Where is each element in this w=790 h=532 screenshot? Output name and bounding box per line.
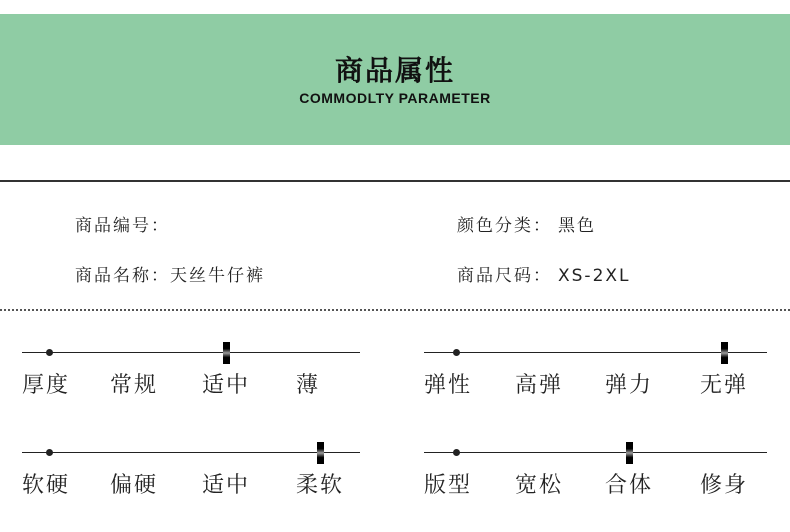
elasticity-scale <box>424 340 769 400</box>
softness-label-1: 偏硬 <box>110 473 159 498</box>
size-label: 商品尺码： <box>457 266 552 286</box>
info-item-number <box>75 211 176 236</box>
softness-scale <box>22 440 362 500</box>
scale-start-dot <box>46 349 53 356</box>
info-size <box>457 261 631 286</box>
thickness-label-2: 适中 <box>202 373 251 398</box>
size-value: XS-2XL <box>558 266 631 286</box>
thickness-label-3: 薄 <box>296 373 321 398</box>
section-divider <box>0 180 790 182</box>
scale-track <box>22 352 360 353</box>
item-number-label: 商品编号： <box>75 216 170 236</box>
elasticity-label-3: 无弹 <box>700 373 749 398</box>
fit-scale <box>424 440 769 500</box>
elasticity-label-1: 高弹 <box>515 373 564 398</box>
thickness-scale <box>22 340 362 400</box>
header-banner <box>0 14 790 145</box>
thickness-label-0: 厚度 <box>22 373 71 398</box>
fit-label-0: 版型 <box>424 473 473 498</box>
softness-label-2: 适中 <box>202 473 251 498</box>
elasticity-indicator <box>721 342 728 364</box>
thickness-label-1: 常规 <box>110 373 159 398</box>
scale-start-dot <box>453 349 460 356</box>
fit-label-3: 修身 <box>700 473 749 498</box>
scale-start-dot <box>46 449 53 456</box>
name-value: 天丝牛仔裤 <box>170 266 265 286</box>
thickness-indicator <box>223 342 230 364</box>
scale-start-dot <box>453 449 460 456</box>
elasticity-label-2: 弹力 <box>605 373 654 398</box>
scale-track <box>22 452 360 453</box>
info-name <box>75 261 265 286</box>
softness-indicator <box>317 442 324 464</box>
color-label: 颜色分类： <box>457 216 552 236</box>
page-subtitle: COMMODLTY PARAMETER <box>299 90 491 106</box>
color-value: 黑色 <box>558 216 596 236</box>
name-label: 商品名称： <box>75 266 170 286</box>
softness-label-3: 柔软 <box>296 473 345 498</box>
page-title: 商品属性 <box>334 54 455 87</box>
info-color <box>457 211 596 236</box>
fit-label-2: 合体 <box>605 473 654 498</box>
softness-label-0: 软硬 <box>22 473 71 498</box>
scale-track <box>424 352 767 353</box>
scale-track <box>424 452 767 453</box>
fit-indicator <box>626 442 633 464</box>
dotted-divider <box>0 309 790 311</box>
elasticity-label-0: 弹性 <box>424 373 473 398</box>
fit-label-1: 宽松 <box>515 473 564 498</box>
